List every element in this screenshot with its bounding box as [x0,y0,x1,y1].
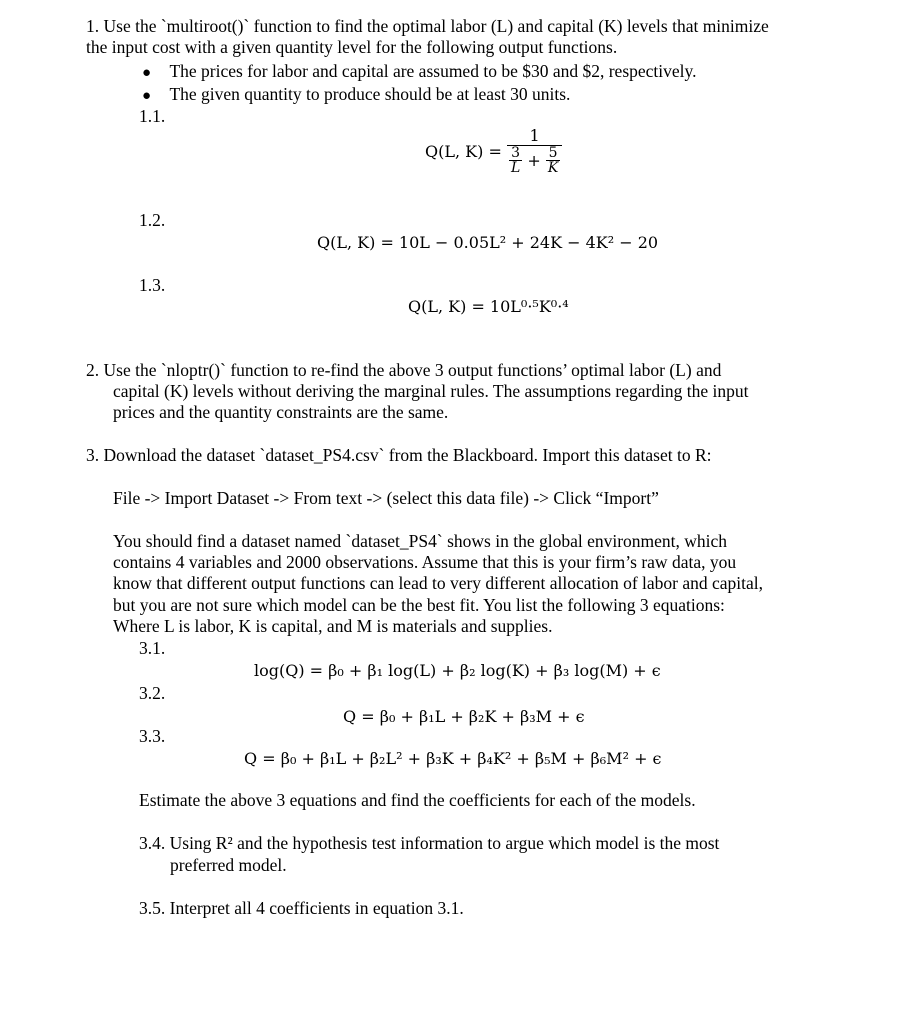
equation-3-2: Q = β₀ + β₁L + β₂K + β₃M + ϵ [343,707,585,726]
eq-b-den: K [547,160,559,176]
eq-plus: + [527,151,541,170]
q3-para-line-5: Where L is labor, K is capital, and M is materials and supplies. [113,616,553,636]
q3-estimate-instruction: Estimate the above 3 equations and find the coefficients for each of the models. [139,790,696,810]
q1-sub-label-3: 1.3. [139,275,166,295]
q3-4-line-2: preferred model. [170,855,287,875]
q3-para-line-3: know that different output functions can lead to very different allocation of labor and capital, [113,573,764,593]
eq-subfraction-b [546,146,560,175]
bullet-text: The prices for labor and capital are assumed to be $30 and $2, respectively. [169,61,697,81]
equation-3-1: log(Q) = β₀ + β₁ log(L) + β₂ log(K) + β₃ log(M) + ϵ [254,661,661,680]
q3-para-line-4: but you are not sure which model can be the best fit. You list the following 3 equations: [113,595,725,615]
eq-fraction [507,127,562,175]
bullet-icon: ● [142,88,152,104]
q1-bullet-1 [142,61,697,84]
q3-para-line-2: contains 4 variables and 2000 observations. Assume that this is your firm’s raw data, you [113,552,737,572]
q3-intro: 3. Download the dataset `dataset_PS4.csv` from the Blackboard. Import this dataset to R: [86,445,712,465]
q3-sub-label-1: 3.1. [139,638,166,658]
eq-subfraction-a [509,146,522,175]
eq-numerator: 1 [529,126,540,145]
eq-a-num: 3 [511,145,521,161]
q1-line-1: 1. Use the `multiroot()` function to find the optimal labor (L) and capital (K) levels that minimize [86,16,769,36]
q3-import-steps: File -> Import Dataset -> From text -> (select this data file) -> Click “Import” [113,488,659,508]
q1-sub-label-2: 1.2. [139,210,166,230]
q3-sub-label-2: 3.2. [139,683,166,703]
q3-sub-label-3: 3.3. [139,726,166,746]
equation-1-1 [425,127,562,175]
q2-line-2: capital (K) levels without deriving the marginal rules. The assumptions regarding the input [113,381,749,401]
q3-para-line-1: You should find a dataset named `dataset_PS4` shows in the global environment, which [113,531,728,551]
q3-4-line-1: 3.4. Using R² and the hypothesis test information to argue which model is the most [139,833,720,853]
eq-denominator [507,145,562,175]
eq-b-num: 5 [548,145,558,161]
equation-1-2: Q(L, K) = 10L − 0.05L² + 24K − 4K² − 20 [317,233,659,252]
q1-line-2: the input cost with a given quantity level for the following output functions. [86,37,618,57]
equation-1-3: Q(L, K) = 10L⁰·⁵K⁰·⁴ [408,297,569,316]
eq-a-den: L [510,160,521,176]
bullet-text: The given quantity to produce should be at least 30 units. [169,84,571,104]
q1-bullet-2 [142,84,570,107]
bullet-icon: ● [142,65,152,81]
q2-line-1: 2. Use the `nloptr()` function to re-find the above 3 output functions’ optimal labor (L) and [86,360,722,380]
q1-sub-label-1: 1.1. [139,106,166,126]
q2-line-3: prices and the quantity constraints are the same. [113,402,449,422]
eq-lhs: Q(L, K) = [425,141,502,161]
q3-5: 3.5. Interpret all 4 coefficients in equation 3.1. [139,898,464,918]
equation-3-3: Q = β₀ + β₁L + β₂L² + β₃K + β₄K² + β₅M + β₆M² + ϵ [244,749,662,768]
